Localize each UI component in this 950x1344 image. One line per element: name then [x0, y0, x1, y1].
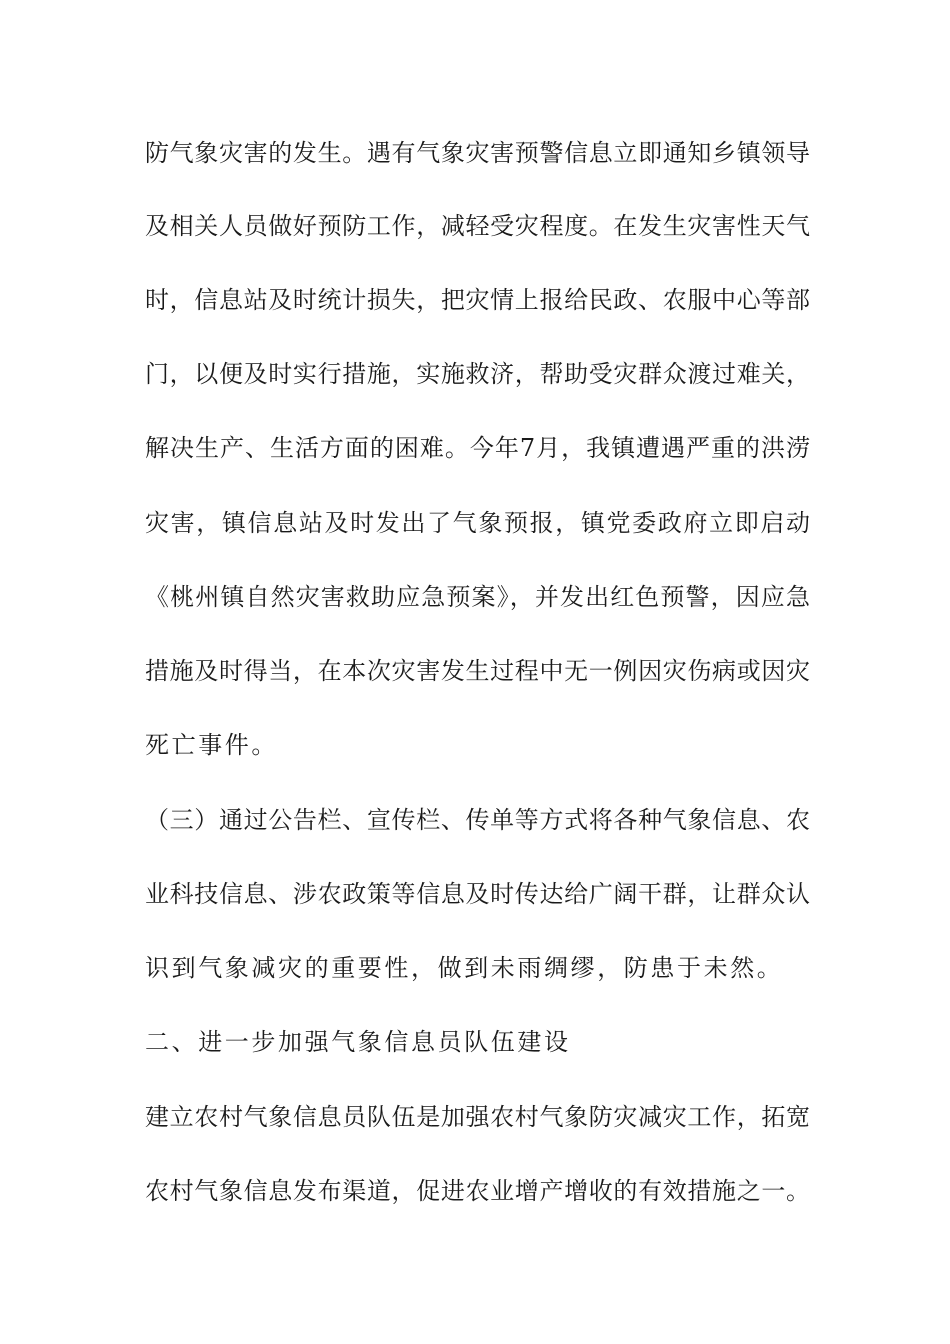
paragraph-2-line-3: 识到气象减灾的重要性，做到未雨绸缪，防患于未然。 [145, 954, 784, 982]
paragraph-1-line-8: 措施及时得当，在本次灾害发生过程中无一例因灾伤病或因灾 [145, 657, 810, 685]
paragraph-3-line-2: 农村气象信息发布渠道，促进农业增产增收的有效措施之一。 [145, 1177, 810, 1205]
paragraph-1-line-7: 《桃州镇自然灾害救助应急预案》，并发出红色预警，因应急 [145, 583, 810, 611]
paragraph-1-line-2: 及相关人员做好预防工作，减轻受灾程度。在发生灾害性天气 [145, 212, 810, 240]
paragraph-3-line-1: 建立农村气象信息员队伍是加强农村气象防灾减灾工作，拓宽 [145, 1103, 810, 1131]
paragraph-1-line-6: 灾害，镇信息站及时发出了气象预报，镇党委政府立即启动 [145, 509, 810, 537]
paragraph-1-line-3: 时，信息站及时统计损失，把灾情上报给民政、农服中心等部 [145, 286, 810, 314]
paragraph-1-line-4: 门，以便及时实行措施，实施救济，帮助受灾群众渡过难关， [145, 360, 810, 388]
paragraph-1-line-9: 死亡事件。 [145, 731, 278, 759]
paragraph-2-line-2: 业科技信息、涉农政策等信息及时传达给广阔干群，让群众认 [145, 880, 810, 908]
paragraph-2-line-1: （三）通过公告栏、宣传栏、传单等方式将各种气象信息、农 [145, 806, 810, 834]
section-heading: 二、进一步加强气象信息员队伍建设 [145, 1028, 571, 1056]
paragraph-1-line-5: 解决生产、生活方面的困难。今年7月，我镇遭遇严重的洪涝 [145, 434, 810, 462]
paragraph-1-line-1: 防气象灾害的发生。遇有气象灾害预警信息立即通知乡镇领导 [145, 139, 810, 167]
